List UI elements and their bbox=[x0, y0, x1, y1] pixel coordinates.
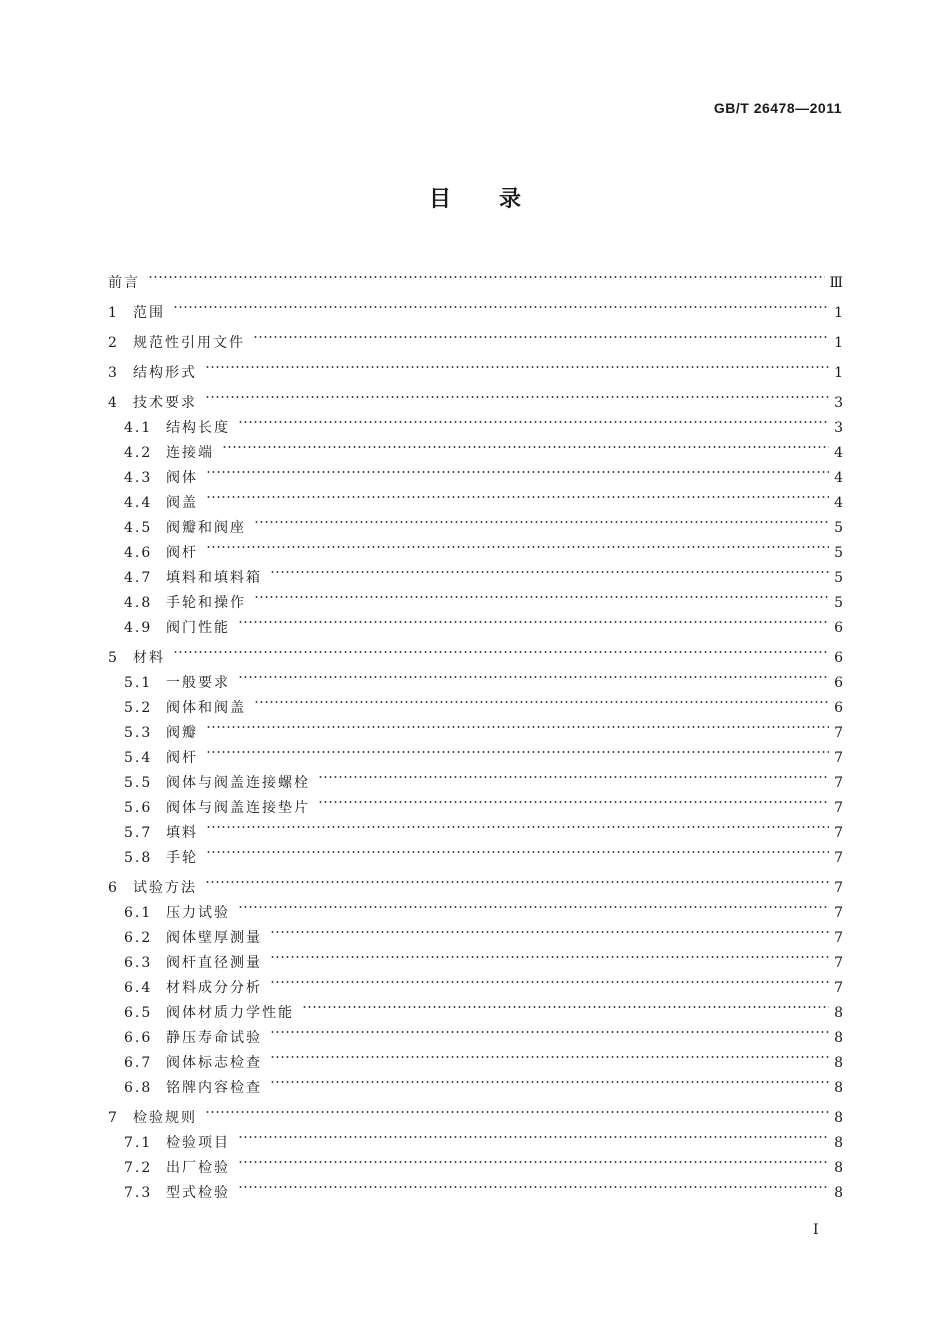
toc-entry-number: 6.8 bbox=[124, 1080, 153, 1096]
toc-entry-title: 规范性引用文件 bbox=[133, 335, 245, 351]
toc-entry-page: 6 bbox=[834, 620, 843, 636]
toc-entry-title: 压力试验 bbox=[166, 905, 230, 921]
toc-entry-title: 材料成分分析 bbox=[166, 980, 262, 996]
toc-dot-leader bbox=[238, 662, 829, 687]
toc-entry-title: 静压寿命试验 bbox=[166, 1030, 262, 1046]
toc-entry[interactable] bbox=[108, 812, 843, 841]
toc-entry-title: 检验规则 bbox=[133, 1110, 197, 1126]
toc-entry-page: 7 bbox=[834, 800, 843, 816]
toc-entry-page: 8 bbox=[834, 1080, 843, 1096]
toc-entry-title: 阀杆直径测量 bbox=[166, 955, 262, 971]
toc-dot-leader bbox=[270, 1042, 829, 1067]
toc-entry[interactable] bbox=[108, 1097, 843, 1126]
toc-dot-leader bbox=[302, 992, 829, 1017]
toc-dot-leader bbox=[173, 637, 829, 662]
toc-entry-number: 4.2 bbox=[124, 445, 153, 461]
toc-entry-page: 7 bbox=[834, 775, 843, 791]
toc-entry-page: 4 bbox=[834, 470, 843, 486]
toc-entry-page: 8 bbox=[834, 1110, 843, 1126]
toc-entry-title: 一般要求 bbox=[166, 675, 230, 691]
toc-entry-number: 7 bbox=[108, 1110, 119, 1126]
toc-entry-page: 6 bbox=[834, 700, 843, 716]
toc-entry-title: 阀杆 bbox=[166, 545, 198, 561]
toc-entry-title: 铭牌内容检查 bbox=[166, 1080, 262, 1096]
toc-entry-title: 填料 bbox=[166, 825, 198, 841]
toc-entry-title: 阀体壁厚测量 bbox=[166, 930, 262, 946]
toc-entry-page: 7 bbox=[834, 955, 843, 971]
toc-entry-title: 连接端 bbox=[166, 445, 214, 461]
page-number: I bbox=[813, 1222, 819, 1238]
toc-entry[interactable] bbox=[108, 507, 843, 536]
toc-entry-page: 8 bbox=[834, 1030, 843, 1046]
toc-entry-number: 1 bbox=[108, 305, 119, 321]
toc-entry[interactable] bbox=[108, 262, 843, 291]
toc-entry-number: 4.3 bbox=[124, 470, 153, 486]
toc-dot-leader bbox=[318, 787, 829, 812]
toc-entry-title: 阀杆 bbox=[166, 750, 198, 766]
toc-entry-page: 1 bbox=[834, 335, 843, 351]
toc-entry-title: 手轮和操作 bbox=[166, 595, 246, 611]
toc-entry-page: 8 bbox=[834, 1135, 843, 1151]
toc-entry-page: 5 bbox=[834, 545, 843, 561]
toc-entry[interactable] bbox=[108, 482, 843, 511]
toc-entry[interactable] bbox=[108, 867, 843, 896]
toc-dot-leader bbox=[205, 382, 829, 407]
toc-entry-page: 5 bbox=[834, 595, 843, 611]
toc-entry-page: 1 bbox=[834, 305, 843, 321]
toc-dot-leader bbox=[270, 917, 829, 942]
toc-entry-page: 5 bbox=[834, 520, 843, 536]
toc-entry[interactable] bbox=[108, 457, 843, 486]
toc-entry-page: 1 bbox=[834, 365, 843, 381]
toc-entry-page: Ⅲ bbox=[829, 275, 843, 291]
toc-entry-title: 阀盖 bbox=[166, 495, 198, 511]
toc-entry-number: 6.6 bbox=[124, 1030, 153, 1046]
toc-dot-leader bbox=[270, 1067, 829, 1092]
toc-entry[interactable] bbox=[108, 382, 843, 411]
toc-entry-page: 7 bbox=[834, 725, 843, 741]
toc-dot-leader bbox=[238, 407, 829, 432]
toc-entry-page: 7 bbox=[834, 905, 843, 921]
toc-dot-leader bbox=[254, 687, 829, 712]
toc-entry-number: 5.3 bbox=[124, 725, 153, 741]
toc-entry-title: 阀体 bbox=[166, 470, 198, 486]
toc-entry-title: 试验方法 bbox=[133, 880, 197, 896]
toc-entry-title: 出厂检验 bbox=[166, 1160, 230, 1176]
toc-entry-page: 4 bbox=[834, 495, 843, 511]
toc-entry-page: 7 bbox=[834, 825, 843, 841]
toc-entry-title: 阀体与阀盖连接垫片 bbox=[166, 800, 310, 816]
toc-dot-leader bbox=[254, 582, 829, 607]
toc-entry-page: 7 bbox=[834, 980, 843, 996]
toc-entry-number: 5.4 bbox=[124, 750, 153, 766]
toc-entry-number: 7.3 bbox=[124, 1185, 153, 1201]
toc-entry[interactable] bbox=[108, 662, 843, 691]
toc-entry-number: 4.9 bbox=[124, 620, 153, 636]
toc-dot-leader bbox=[206, 482, 829, 507]
toc-entry-page: 8 bbox=[834, 1055, 843, 1071]
toc-entry[interactable] bbox=[108, 557, 843, 586]
toc-entry-page: 3 bbox=[834, 395, 843, 411]
standard-code: GB/T 26478—2011 bbox=[713, 100, 842, 116]
toc-dot-leader bbox=[205, 352, 829, 377]
toc-dot-leader bbox=[206, 812, 829, 837]
toc-entry-page: 7 bbox=[834, 850, 843, 866]
toc-dot-leader bbox=[254, 507, 829, 532]
toc-entry-title: 范围 bbox=[133, 305, 165, 321]
page-title: 目录 bbox=[428, 186, 569, 212]
toc-dot-leader bbox=[318, 762, 829, 787]
toc-dot-leader bbox=[270, 942, 829, 967]
toc-entry-number: 4.6 bbox=[124, 545, 153, 561]
toc-entry-number: 6 bbox=[108, 880, 119, 896]
toc-dot-leader bbox=[206, 737, 829, 762]
toc-entry[interactable] bbox=[108, 352, 843, 381]
toc-dot-leader bbox=[270, 557, 829, 582]
toc-entry-number: 7.2 bbox=[124, 1160, 153, 1176]
toc-entry-number: 5.5 bbox=[124, 775, 153, 791]
toc-entry-title: 前言 bbox=[108, 275, 140, 291]
toc-entry-number: 6.7 bbox=[124, 1055, 153, 1071]
toc-entry-number: 5.6 bbox=[124, 800, 153, 816]
toc-dot-leader bbox=[206, 457, 829, 482]
toc-entry[interactable] bbox=[108, 737, 843, 766]
toc-entry-title: 检验项目 bbox=[166, 1135, 230, 1151]
toc-dot-leader bbox=[253, 322, 829, 347]
toc-entry-number: 4.7 bbox=[124, 570, 153, 586]
toc-entry-number: 6.4 bbox=[124, 980, 153, 996]
toc-entry-number: 4.8 bbox=[124, 595, 153, 611]
toc-entry[interactable] bbox=[108, 837, 843, 866]
toc-entry-title: 材料 bbox=[133, 650, 165, 666]
toc-entry-page: 6 bbox=[834, 675, 843, 691]
toc-entry-page: 8 bbox=[834, 1160, 843, 1176]
toc-dot-leader bbox=[206, 837, 829, 862]
toc-entry-page: 7 bbox=[834, 880, 843, 896]
toc-entry-number: 6.1 bbox=[124, 905, 153, 921]
toc-entry-number: 4.4 bbox=[124, 495, 153, 511]
toc-entry-page: 3 bbox=[834, 420, 843, 436]
toc-entry[interactable] bbox=[108, 292, 843, 321]
toc-entry-number: 5.2 bbox=[124, 700, 153, 716]
toc-entry-number: 5.1 bbox=[124, 675, 153, 691]
toc-dot-leader bbox=[206, 712, 829, 737]
toc-dot-leader bbox=[270, 967, 829, 992]
toc-entry-number: 6.3 bbox=[124, 955, 153, 971]
toc-entry-number: 3 bbox=[108, 365, 119, 381]
toc-entry-number: 6.2 bbox=[124, 930, 153, 946]
toc-entry-number: 6.5 bbox=[124, 1005, 153, 1021]
toc-dot-leader bbox=[270, 1017, 829, 1042]
toc-dot-leader bbox=[222, 432, 829, 457]
toc-dot-leader bbox=[205, 1097, 829, 1122]
toc-entry-title: 阀体和阀盖 bbox=[166, 700, 246, 716]
toc-entry-number: 5.8 bbox=[124, 850, 153, 866]
toc-entry-title: 填料和填料箱 bbox=[166, 570, 262, 586]
toc-entry-title: 阀瓣 bbox=[166, 725, 198, 741]
toc-entry-title: 阀门性能 bbox=[166, 620, 230, 636]
toc-entry-title: 型式检验 bbox=[166, 1185, 230, 1201]
toc-entry-title: 结构形式 bbox=[133, 365, 197, 381]
toc-entry[interactable] bbox=[108, 407, 843, 436]
toc-entry-title: 技术要求 bbox=[133, 395, 197, 411]
toc-entry[interactable] bbox=[108, 637, 843, 666]
toc-dot-leader bbox=[148, 262, 825, 287]
table-of-contents bbox=[108, 262, 843, 1201]
toc-dot-leader bbox=[238, 607, 829, 632]
toc-entry-page: 4 bbox=[834, 445, 843, 461]
toc-dot-leader bbox=[238, 892, 829, 917]
toc-entry[interactable] bbox=[108, 892, 843, 921]
toc-entry-page: 6 bbox=[834, 650, 843, 666]
toc-entry[interactable] bbox=[108, 762, 843, 791]
toc-entry[interactable] bbox=[108, 532, 843, 561]
toc-entry-number: 4 bbox=[108, 395, 119, 411]
toc-dot-leader bbox=[238, 1172, 829, 1197]
toc-dot-leader bbox=[238, 1147, 829, 1172]
toc-entry-number: 4.1 bbox=[124, 420, 153, 436]
toc-entry-page: 5 bbox=[834, 570, 843, 586]
toc-entry[interactable] bbox=[108, 322, 843, 351]
toc-entry-title: 阀体标志检查 bbox=[166, 1055, 262, 1071]
toc-dot-leader bbox=[238, 1122, 829, 1147]
toc-entry-title: 结构长度 bbox=[166, 420, 230, 436]
toc-entry[interactable] bbox=[108, 1122, 843, 1151]
toc-entry-number: 5.7 bbox=[124, 825, 153, 841]
toc-entry-title: 手轮 bbox=[166, 850, 198, 866]
toc-entry-page: 7 bbox=[834, 750, 843, 766]
toc-entry-title: 阀瓣和阀座 bbox=[166, 520, 246, 536]
toc-entry-page: 8 bbox=[834, 1005, 843, 1021]
toc-dot-leader bbox=[173, 292, 829, 317]
toc-entry-page: 8 bbox=[834, 1185, 843, 1201]
toc-entry-page: 7 bbox=[834, 930, 843, 946]
toc-entry-number: 7.1 bbox=[124, 1135, 153, 1151]
toc-entry-title: 阀体与阀盖连接螺栓 bbox=[166, 775, 310, 791]
toc-dot-leader bbox=[205, 867, 829, 892]
toc-entry-title: 阀体材质力学性能 bbox=[166, 1005, 294, 1021]
toc-entry[interactable] bbox=[108, 712, 843, 741]
toc-entry-number: 5 bbox=[108, 650, 119, 666]
toc-entry-number: 2 bbox=[108, 335, 119, 351]
toc-dot-leader bbox=[206, 532, 829, 557]
toc-entry-number: 4.5 bbox=[124, 520, 153, 536]
